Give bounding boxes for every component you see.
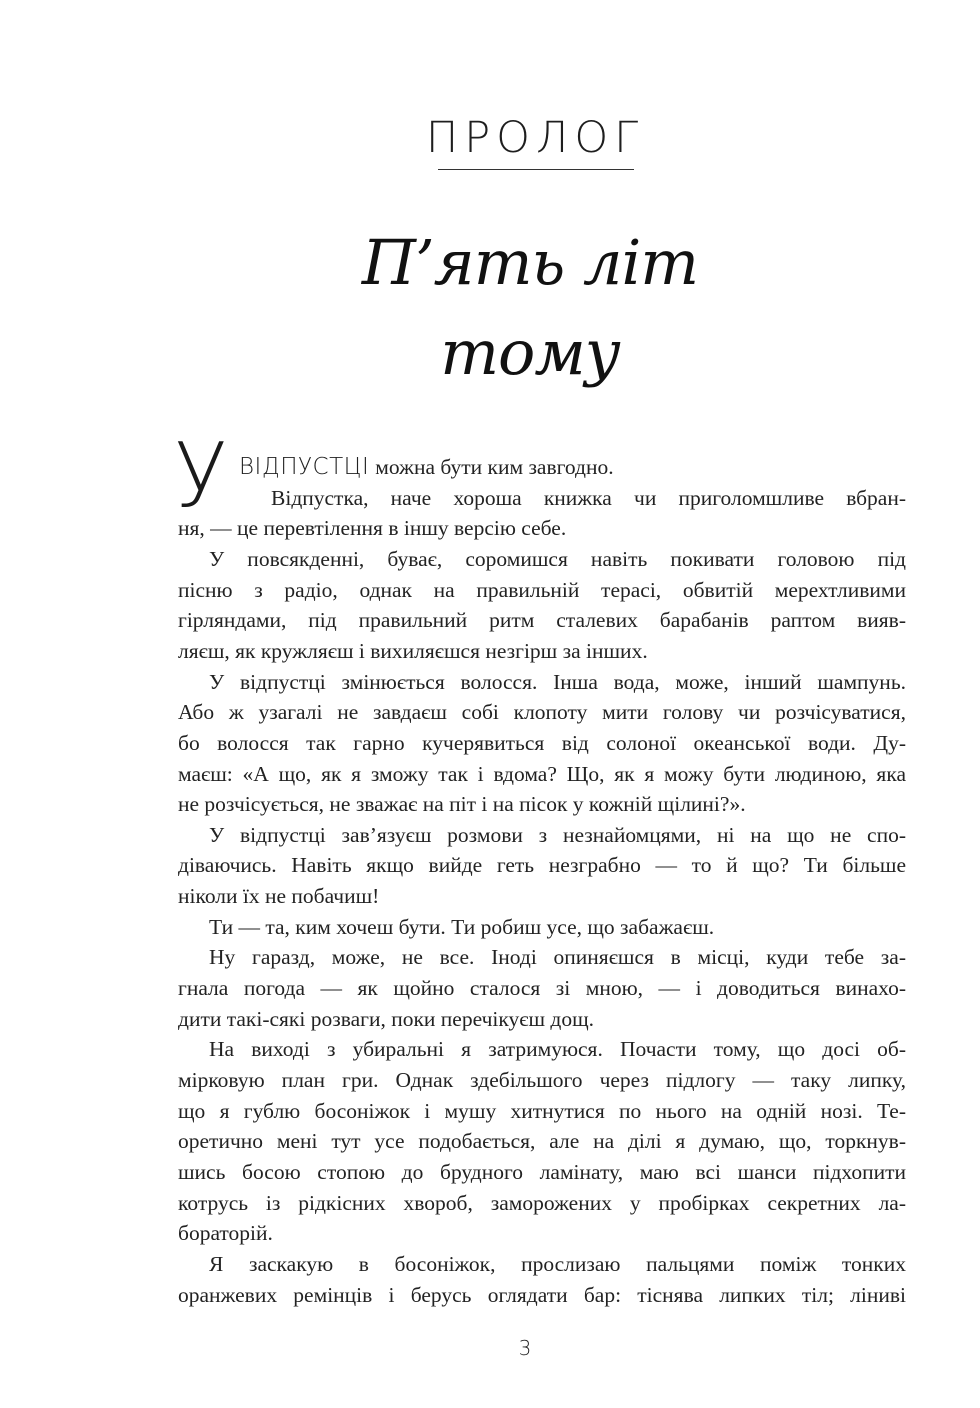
- text-line: [178, 667, 906, 697]
- text-line-content: не розчісується, не зважає на піт і на пісок у кожній щілині?».: [178, 792, 746, 817]
- text-line: [178, 513, 906, 543]
- text-line-content: оретично мені тут усе подобається, але на ділі я думаю, що, торкнув-: [178, 1129, 906, 1154]
- text-line: [178, 850, 906, 880]
- chapter-label: ПРОЛОГ: [425, 113, 645, 163]
- text-line-content: У повсякденні, буває, соромишся навіть покивати головою під: [209, 546, 906, 571]
- text-line-content: бораторій.: [178, 1221, 273, 1246]
- text-line: [178, 575, 906, 605]
- text-line-content: оранжевих ремінців і берусь оглядати бар: тіснява липких тіл; ліниві: [178, 1282, 906, 1307]
- text-line-content: мірковую план гри. Однак здебільшого через підлогу — таку липку,: [178, 1068, 906, 1092]
- chapter-divider: [438, 169, 634, 170]
- text-line-content: що я гублю босоніжок і мушу хитнутися по нього на одній нозі. Те-: [178, 1098, 906, 1123]
- text-line: [178, 912, 906, 942]
- text-line: [178, 820, 906, 850]
- text-line: [178, 483, 906, 513]
- text-line: [178, 1096, 906, 1126]
- text-line: [178, 728, 906, 758]
- text-line-content: Ну гаразд, може, не все. Іноді опиняєшся в місці, куди тебе за-: [209, 945, 906, 970]
- text-line-content: У відпустці зав’язуєш розмови з незнайомцями, ні на що не спо-: [209, 822, 906, 847]
- text-line: [178, 1126, 906, 1156]
- text-line-content: діваючись. Навіть якщо вийде геть незграбно — то й що? Ти більше: [178, 853, 906, 878]
- text-line: [178, 973, 906, 1003]
- text-line-content: гнала погода — як щойно сталося зі мною, — і доводиться винахо-: [178, 976, 906, 1001]
- text-line-content: ня, — це перевтілення в іншу версію себе.: [178, 516, 567, 541]
- text-line: [178, 1157, 906, 1187]
- page-number: 3: [518, 1336, 532, 1360]
- text-line-content: Я заскакую в босоніжок, прослизаю пальцями поміж тонких: [209, 1251, 906, 1276]
- text-line-content: котрусь із рідкісних хвороб, заморожених у пробірках секретних ла-: [178, 1190, 906, 1215]
- text-line: [178, 452, 906, 482]
- drop-cap: У: [174, 424, 228, 527]
- opening-smallcaps: ВІДПУСТЦІ: [239, 454, 370, 480]
- text-line-content: маєш: «А що, як я зможу так і вдома? Що, як я можу бути людиною, яка: [178, 761, 906, 786]
- text-line-content: ніколи їх не побачиш!: [178, 884, 380, 909]
- text-line-content: можна бути ким завгодно.: [375, 455, 614, 479]
- text-line: [178, 881, 906, 911]
- text-line: [178, 697, 906, 727]
- chapter-subtitle: П’ять літ тому: [361, 226, 699, 389]
- text-line: [178, 1249, 906, 1279]
- text-line: [178, 759, 906, 789]
- text-line-content: Відпустка, наче хороша книжка чи приголомшливе вбран-: [271, 485, 906, 510]
- text-line-content: гірляндами, під правильний ритм сталевих барабанів раптом вияв-: [178, 608, 906, 633]
- text-line: [178, 1004, 906, 1034]
- text-line: [178, 1065, 906, 1095]
- text-line-content: дити такі-сякі розваги, поки перечікуєш дощ.: [178, 1006, 595, 1031]
- text-line: [178, 1280, 906, 1310]
- text-line-content: бо волосся так гарно кучерявиться від солоної океанської води. Ду-: [178, 730, 906, 755]
- text-line: [178, 636, 906, 666]
- text-line-content: Або ж узагалі не завдаєш собі клопоту мити голову чи розчісуватися,: [178, 700, 906, 725]
- text-line-content: шись босою стопою до брудного ламінату, маю всі шанси підхопити: [178, 1159, 906, 1184]
- text-line-content: У відпустці змінюється волосся. Інша вода, може, інший шампунь.: [209, 669, 906, 694]
- text-line: [178, 1218, 906, 1248]
- text-line-content: пісню з радіо, однак на правильній терасі, обвитій мерехтливими: [178, 577, 906, 602]
- text-line: [178, 605, 906, 635]
- text-line-content: ляєш, як кружляєш і вихиляєшся незгірш за інших.: [178, 638, 648, 663]
- text-line: [178, 1034, 906, 1064]
- text-line: [178, 942, 906, 972]
- text-line: [178, 544, 906, 574]
- text-line-content: Ти — та, ким хочеш бути. Ти робиш усе, що забажаєш.: [209, 914, 715, 939]
- text-line: [178, 789, 906, 819]
- text-line-content: На виході з убиральні я затримуюся. Почасти тому, що досі об-: [209, 1037, 906, 1062]
- text-line: [178, 1188, 906, 1218]
